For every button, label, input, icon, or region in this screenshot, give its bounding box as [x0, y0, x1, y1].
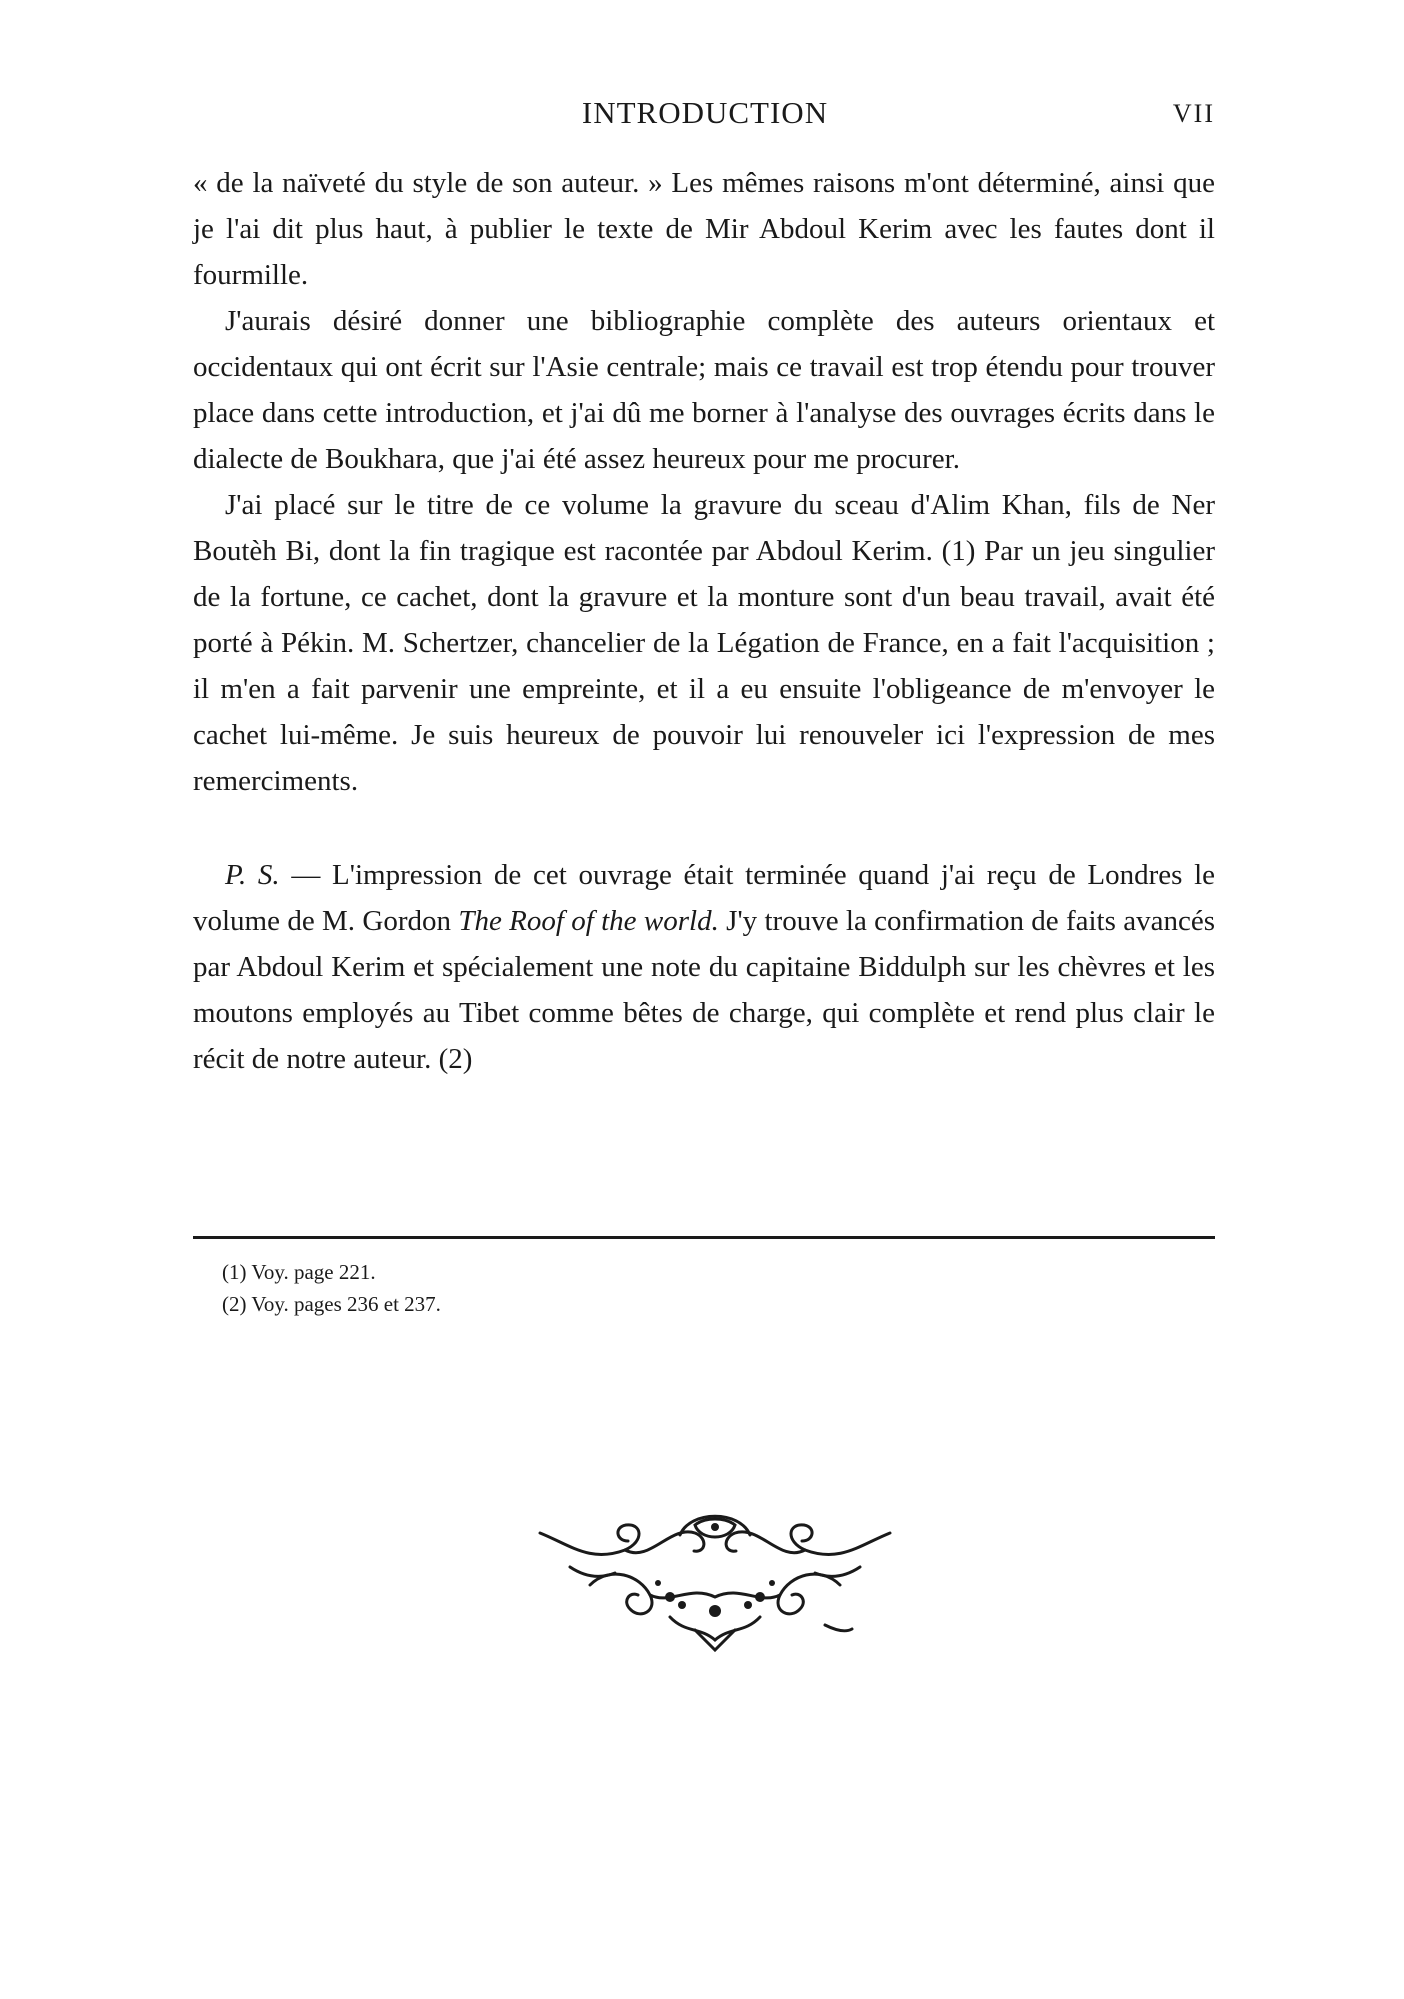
page-number: VII [1172, 99, 1215, 128]
paragraph-continued: « de la naïveté du style de son auteur. » Les mêmes raisons m'ont déterminé, ainsi que je l'ai dit plus haut, à publier le texte de Mir Abdoul Kerim avec les fautes dont il fourmille. [193, 167, 1215, 291]
postscript-label: P. S. [225, 859, 280, 891]
footnotes [222, 1256, 822, 1320]
postscript-book-title: The Roof of the world. [458, 905, 719, 937]
postscript-text-after: J'y trouve la confirmation de faits avancés par Abdoul Kerim et spécialement une note du capitaine Biddulph sur les chèvres et les moutons employés au Tibet comme bêtes de charge, qui complète et rend plus clair le récit de notre auteur. (2) [193, 905, 1216, 1075]
footnote-1: (1) Voy. page 221. [222, 1260, 376, 1284]
postscript-text-before: — L'impression de cet ouvrage était terminée quand j'ai reçu de Londres le volume de M. Gordon [193, 859, 1216, 937]
body-text [193, 160, 1215, 1082]
paragraph-seal: J'ai placé sur le titre de ce volume la gravure du sceau d'Alim Khan, fils de Ner Boutèh Bi, dont la fin tragique est racontée par Abdoul Kerim. (1) Par un jeu singulier de la fortune, ce cachet, dont la gravure et la monture sont d'un beau travail, avait été porté à Pékin. M. Schertzer, chancelier de la Légation de France, en a fait l'acquisition ; il m'en a fait parvenir une empreinte, et il a eu ensuite l'obligeance de m'envoyer le cachet lui-même. Je suis heureux de pouvoir lui renouveler ici l'expression de mes remerciments. [193, 489, 1215, 797]
paragraph-bibliography: J'aurais désiré donner une bibliographie complète des auteurs orientaux et occidentaux qui ont écrit sur l'Asie centrale; mais ce travail est trop étendu pour trouver place dans cette introduction, et j'ai dû me borner à l'analyse des ouvrages écrits dans le dialecte de Boukhara, que j'ai été assez heureux pour me procurer. [193, 305, 1215, 475]
postscript [193, 852, 1215, 1082]
footnote-2: (2) Voy. pages 236 et 237. [222, 1292, 441, 1316]
running-title: INTRODUCTION [581, 95, 829, 130]
footnote-rule [193, 1236, 1215, 1239]
running-head [195, 95, 1215, 145]
fleuron-ornament-icon [530, 1505, 900, 1655]
